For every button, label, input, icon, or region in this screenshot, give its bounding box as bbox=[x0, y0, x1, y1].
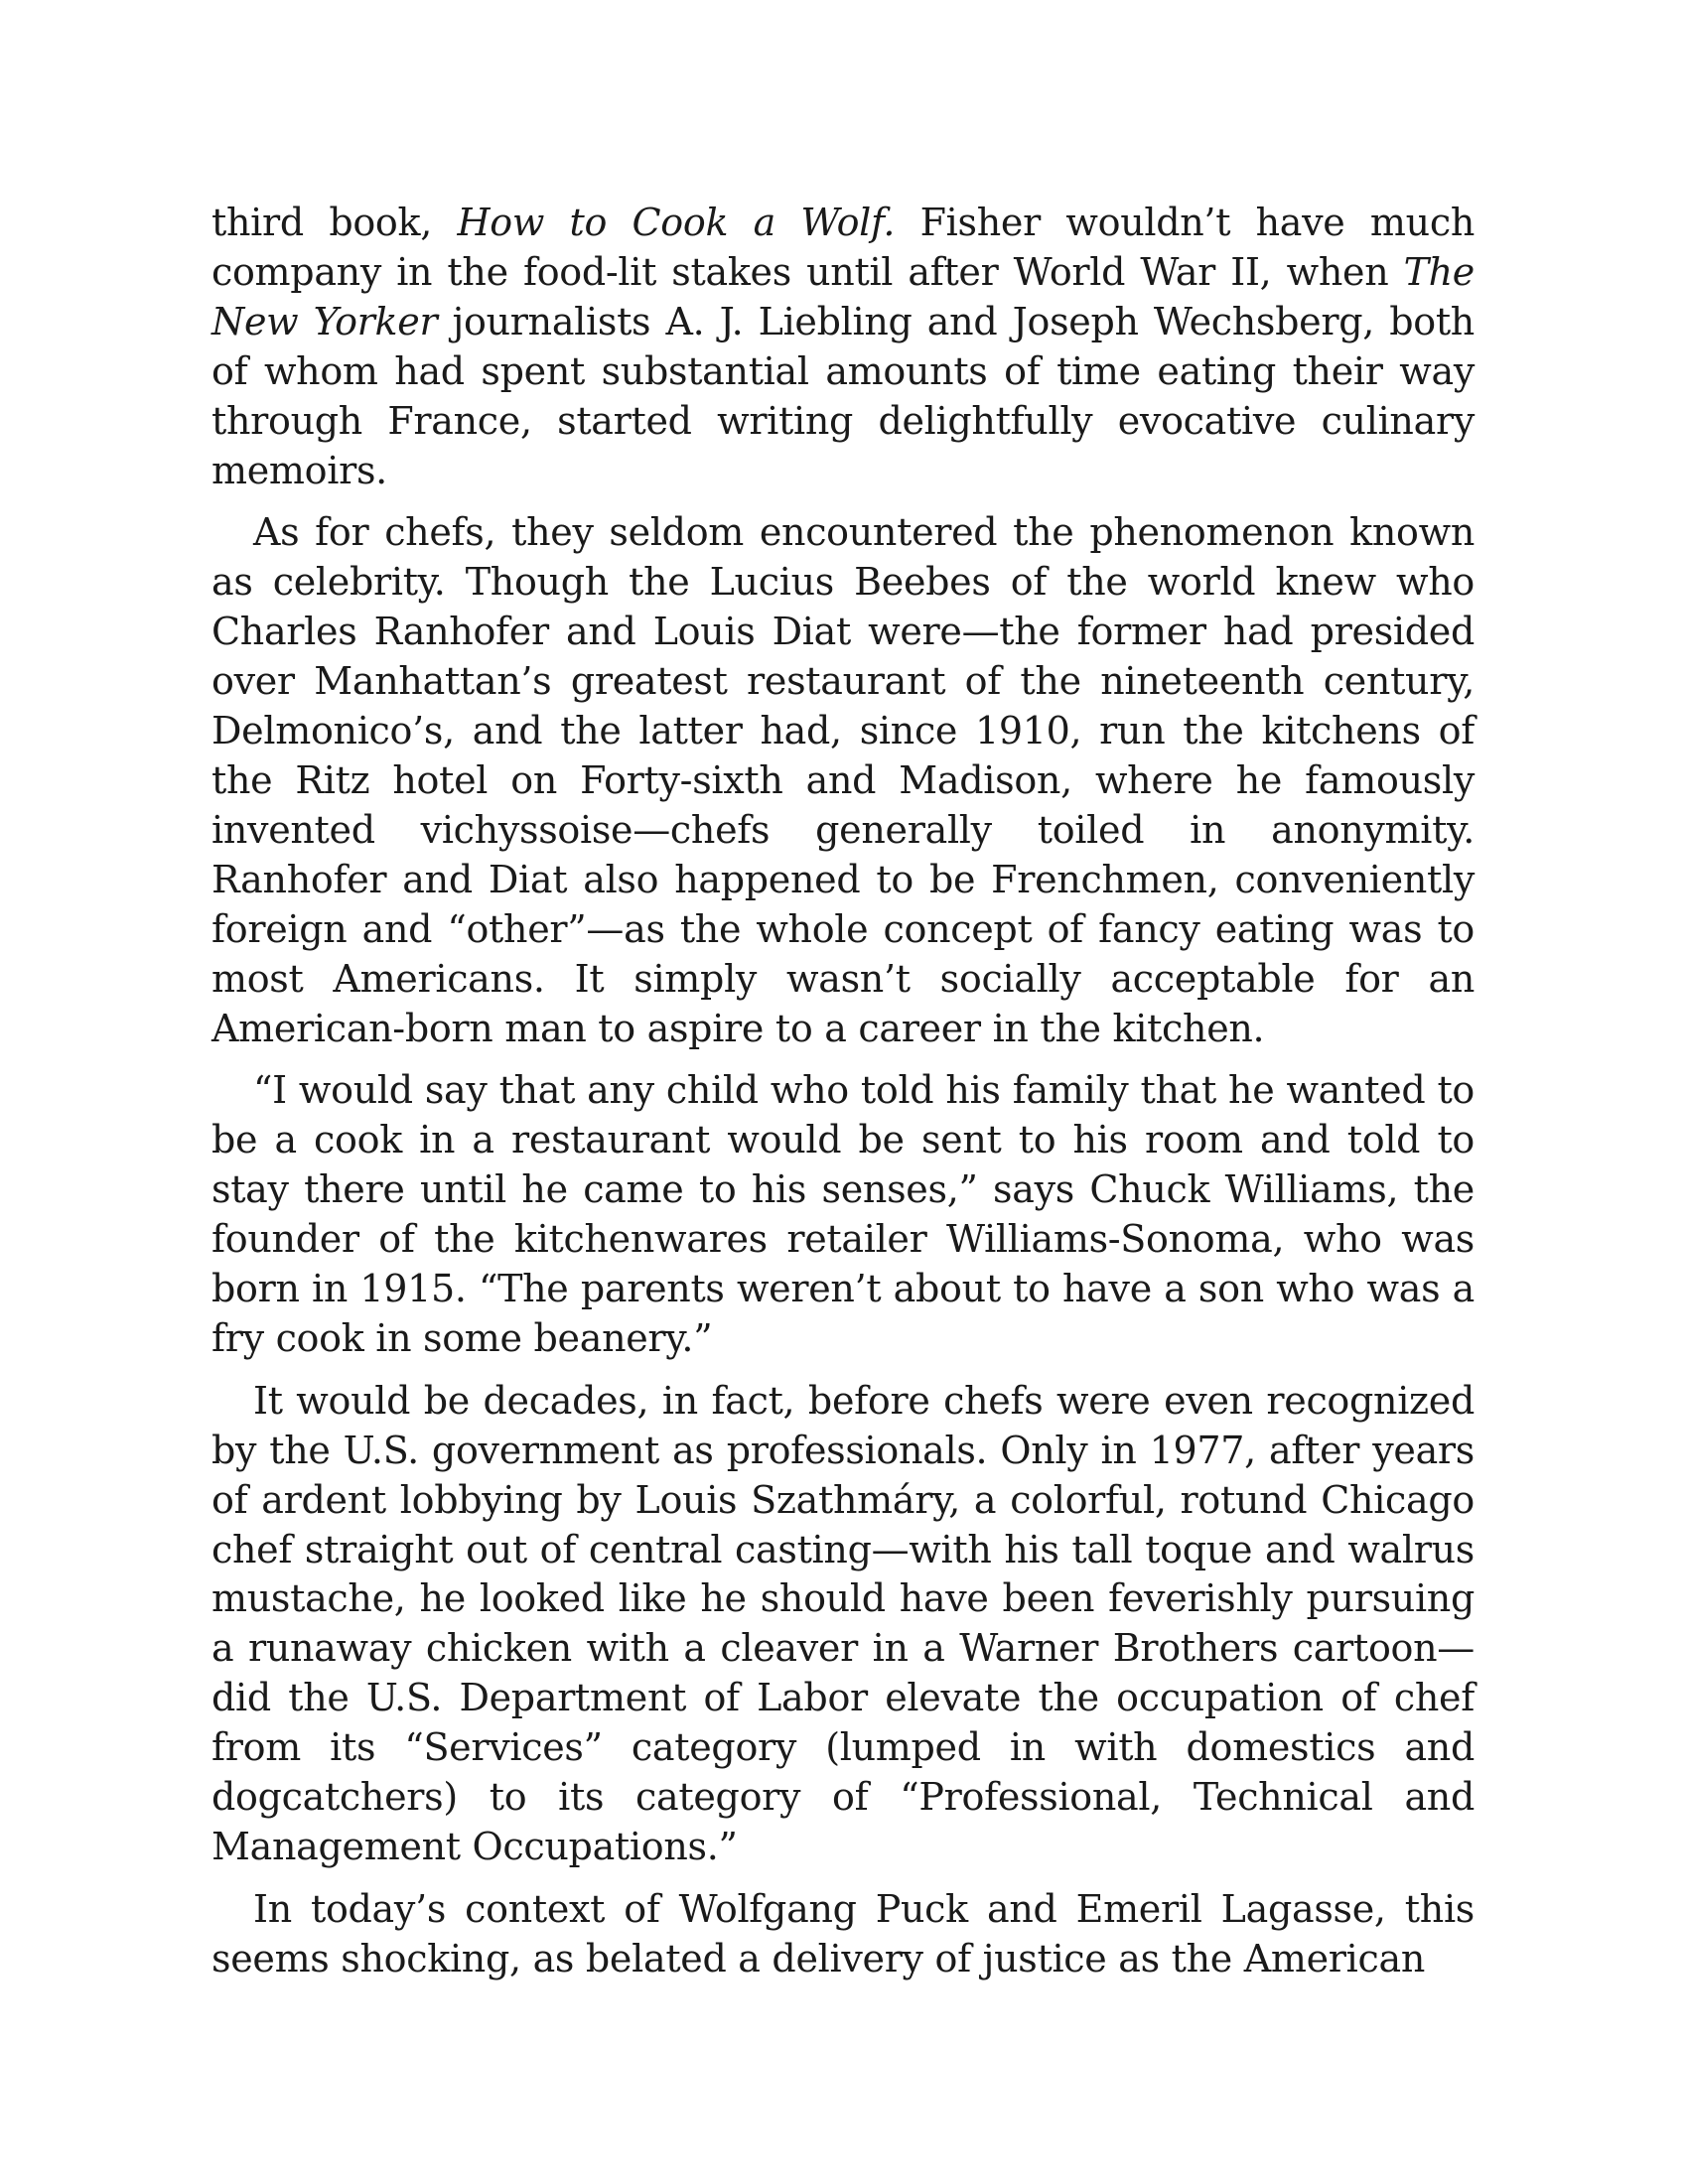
text-run: As for chefs, they seldom encountered the phenomenon known as celebrity. Though the Lucius Beebes of the world knew who Charles Ranhofer and Louis Diat were—the former had presided over Manhattan’s greatest restaurant of the nineteenth century, Delmonico’s, and the latter had, since 1910, run the kitchens of the Ritz hotel on Forty-sixth and Madison, where he famously invented vichyssoise—chefs generally toiled in anonymity. Ranhofer and Diat also happened to be Frenchmen, conveniently foreign and “other”—as the whole concept of fancy eating was to most Americans. It simply wasn’t socially acceptable for an American-born man to aspire to a career in the kitchen. bbox=[211, 510, 1475, 1050]
text-run: Fisher wouldn’t have much company in the food-lit stakes until after World War II, when bbox=[211, 201, 1475, 294]
paragraph-1 bbox=[211, 199, 1475, 495]
text-run: third book, bbox=[211, 201, 458, 244]
text-run: In today’s context of Wolfgang Puck and Emeril Lagasse, this seems shocking, as belated a delivery of justice as the American bbox=[211, 1886, 1475, 1980]
text-run: “I would say that any child who told his family that he wanted to be a cook in a restaurant would be sent to his room and told to stay there until he came to his senses,” says Chuck Williams, the founder of the kitchenwares retailer Williams-Sonoma, who was born in 1915. “The parents weren’t about to have a son who was a fry cook in some beanery.” bbox=[211, 1068, 1475, 1360]
publication-title-the-new-yorker: The New Yorker bbox=[211, 249, 1475, 343]
book-page bbox=[211, 199, 1475, 1997]
paragraph-5 bbox=[211, 1885, 1475, 1984]
paragraph-2 bbox=[211, 508, 1475, 1053]
paragraph-4 bbox=[211, 1377, 1475, 1872]
paragraph-3 bbox=[211, 1066, 1475, 1363]
book-title-how-to-cook-a-wolf: How to Cook a Wolf. bbox=[457, 201, 896, 244]
text-run: journalists A. J. Liebling and Joseph Wechsberg, both of whom had spent substantial amounts of time eating their way through France, started writing delightfully evocative culinary memoirs. bbox=[211, 299, 1475, 492]
text-run: It would be decades, in fact, before chefs were even recognized by the U.S. government as professionals. Only in 1977, after years of ardent lobbying by Louis Szathmáry, a colorful, rotund Chicago chef straight out of central casting—with his tall toque and walrus mustache, he looked like he should have been feverishly pursuing a runaway chicken with a cleaver in a Warner Brothers cartoon—did the U.S. Department of Labor elevate the occupation of chef from its “Services” category (lumped in with domestics and dogcatchers) to its category of “Professional, Technical and Management Occupations.” bbox=[211, 1378, 1475, 1868]
